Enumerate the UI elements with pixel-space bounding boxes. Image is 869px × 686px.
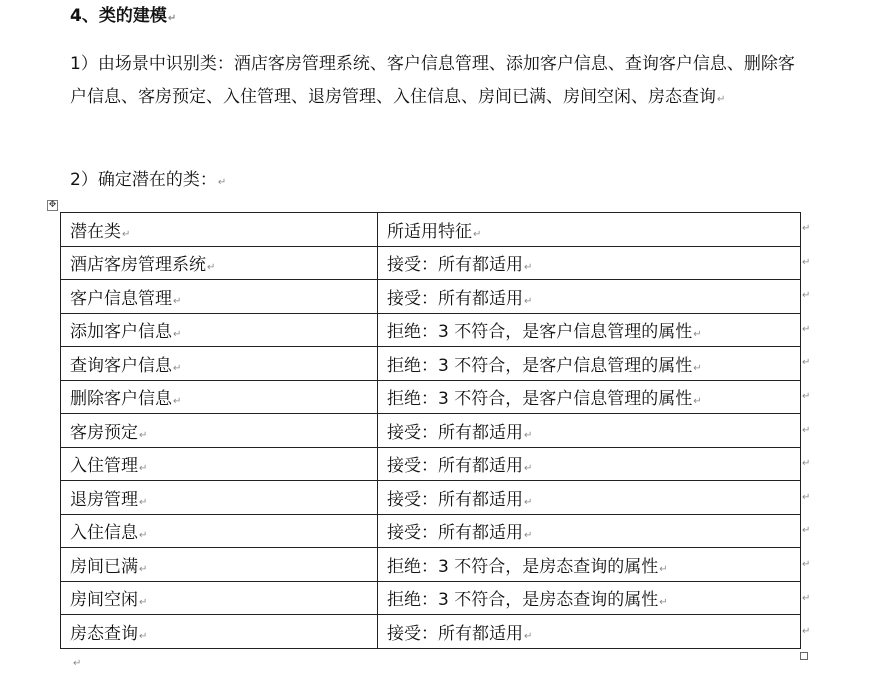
cell-feature[interactable]: [378, 313, 801, 347]
header-cell-class-text: 潜在类: [70, 221, 121, 242]
cell-class-name[interactable]: [61, 548, 378, 582]
cell-class-name-text: 退房管理: [70, 489, 138, 510]
cell-class-name[interactable]: [61, 347, 378, 381]
cell-end-mark: ↵: [659, 597, 668, 609]
row-end-mark: ↵: [802, 558, 811, 570]
cell-class-name-text: 客房预定: [70, 422, 138, 443]
cell-feature[interactable]: [378, 481, 801, 515]
row-end-mark: ↵: [802, 256, 811, 268]
cell-end-mark: ↵: [173, 329, 182, 341]
row-end-mark: ↵: [802, 357, 811, 369]
cell-feature[interactable]: [378, 548, 801, 582]
cell-end-mark: ↵: [173, 362, 182, 374]
cell-feature-text: 拒绝：3 不符合，是客户信息管理的属性: [387, 355, 693, 376]
table-row: [61, 414, 801, 448]
row-end-mark: ↵: [802, 290, 811, 302]
paragraph-text: 2）确定潜在的类：: [70, 170, 217, 190]
header-cell-feature[interactable]: [378, 213, 801, 247]
cell-end-mark: ↵: [524, 429, 533, 441]
table-resize-handle[interactable]: [800, 652, 808, 660]
cell-class-name[interactable]: [61, 380, 378, 414]
cell-feature[interactable]: [378, 514, 801, 548]
table-row: [61, 447, 801, 481]
cell-class-name-text: 房间已满: [70, 556, 138, 577]
cell-end-mark: ↵: [524, 496, 533, 508]
class-table: [60, 212, 801, 649]
cell-feature[interactable]: [378, 447, 801, 481]
cell-feature[interactable]: [378, 280, 801, 314]
trailing-paragraph-mark: ↵: [73, 658, 82, 669]
cell-class-name-text: 酒店客房管理系统: [70, 255, 206, 276]
cell-end-mark: ↵: [173, 396, 182, 408]
row-end-mark: ↵: [802, 592, 811, 604]
cell-end-mark: ↵: [693, 362, 702, 374]
cell-feature-text: 接受：所有都适用: [387, 456, 523, 477]
cell-end-mark: ↵: [139, 563, 148, 575]
cell-end-mark: ↵: [139, 597, 148, 609]
cell-end-mark: ↵: [139, 496, 148, 508]
row-end-mark: ↵: [802, 323, 811, 335]
header-cell-feature-text: 所适用特征: [387, 221, 472, 242]
row-end-marks: [801, 212, 815, 649]
row-end-mark: ↵: [802, 223, 811, 234]
cell-end-mark: ↵: [139, 463, 148, 475]
cell-end-mark: ↵: [139, 630, 148, 642]
cell-feature-text: 拒绝：3 不符合，是客户信息管理的属性: [387, 389, 693, 410]
cell-class-name[interactable]: [61, 581, 378, 615]
cell-end-mark: ↵: [173, 295, 182, 307]
table-row: [61, 380, 801, 414]
table-row: [61, 548, 801, 582]
table-header-row: [61, 213, 801, 247]
cell-class-name-text: 入住管理: [70, 456, 138, 477]
cell-feature-text: 接受：所有都适用: [387, 489, 523, 510]
cell-feature[interactable]: [378, 246, 801, 280]
paragraph-potential-classes: [70, 164, 800, 199]
section-heading-text: 4、类的建模: [70, 6, 167, 26]
cell-feature-text: 拒绝：3 不符合，是房态查询的属性: [387, 590, 659, 611]
cell-end-mark: ↵: [524, 295, 533, 307]
cell-feature[interactable]: [378, 414, 801, 448]
row-end-mark: ↵: [802, 424, 811, 436]
row-end-mark: ↵: [802, 626, 811, 638]
table-row: [61, 481, 801, 515]
paragraph-mark: ↵: [717, 94, 726, 105]
cell-feature-text: 接受：所有都适用: [387, 255, 523, 276]
cell-end-mark: ↵: [139, 530, 148, 542]
table-row: [61, 313, 801, 347]
paragraph-mark: ↵: [217, 177, 227, 188]
table-row: [61, 514, 801, 548]
cell-end-mark: ↵: [524, 530, 533, 542]
header-cell-class[interactable]: [61, 213, 378, 247]
cell-class-name[interactable]: [61, 280, 378, 314]
cell-feature[interactable]: [378, 581, 801, 615]
table-row: [61, 246, 801, 280]
cell-feature[interactable]: [378, 380, 801, 414]
cell-class-name[interactable]: [61, 246, 378, 280]
cell-end-mark: ↵: [524, 630, 533, 642]
table-row: [61, 615, 801, 649]
cell-end-mark: ↵: [659, 563, 668, 575]
cell-class-name-text: 查询客户信息: [70, 355, 172, 376]
cell-end-mark: ↵: [139, 429, 148, 441]
row-end-mark: ↵: [802, 458, 811, 470]
cell-class-name-text: 客户信息管理: [70, 288, 172, 309]
cell-feature-text: 拒绝：3 不符合，是房态查询的属性: [387, 556, 659, 577]
cell-class-name[interactable]: [61, 615, 378, 649]
table-move-handle-icon[interactable]: ✥: [48, 200, 57, 210]
cell-feature-text: 接受：所有都适用: [387, 422, 523, 443]
cell-feature-text: 拒绝：3 不符合，是客户信息管理的属性: [387, 322, 693, 343]
cell-end-mark: ↵: [473, 228, 482, 240]
cell-feature[interactable]: [378, 615, 801, 649]
cell-class-name-text: 房间空闲: [70, 590, 138, 611]
paragraph-text: 1）由场景中识别类：酒店客房管理系统、客户信息管理、添加客户信息、查询客户信息、删除客户信息、客房预定、入住管理、退房管理、入住信息、房间已满、房间空闲、房态查询: [70, 54, 795, 107]
cell-end-mark: ↵: [693, 329, 702, 341]
cell-feature-text: 接受：所有都适用: [387, 288, 523, 309]
cell-class-name[interactable]: [61, 447, 378, 481]
cell-class-name[interactable]: [61, 414, 378, 448]
row-end-mark: ↵: [802, 525, 811, 537]
cell-feature-text: 接受：所有都适用: [387, 523, 523, 544]
table-row: [61, 280, 801, 314]
section-heading: [70, 4, 176, 31]
cell-end-mark: ↵: [524, 262, 533, 274]
paragraph-mark: ↵: [167, 13, 177, 24]
cell-feature-text: 接受：所有都适用: [387, 623, 523, 644]
cell-end-mark: ↵: [207, 262, 216, 274]
cell-class-name-text: 房态查询: [70, 623, 138, 644]
cell-feature[interactable]: [378, 347, 801, 381]
paragraph-identify-classes: [70, 48, 800, 116]
cell-end-mark: ↵: [524, 463, 533, 475]
cell-end-mark: ↵: [693, 396, 702, 408]
cell-class-name-text: 删除客户信息: [70, 389, 172, 410]
cell-class-name-text: 添加客户信息: [70, 322, 172, 343]
cell-class-name-text: 入住信息: [70, 523, 138, 544]
table-row: [61, 347, 801, 381]
cell-class-name[interactable]: [61, 481, 378, 515]
cell-class-name[interactable]: [61, 313, 378, 347]
cell-class-name[interactable]: [61, 514, 378, 548]
row-end-mark: ↵: [802, 491, 811, 503]
table-row: [61, 581, 801, 615]
row-end-mark: ↵: [802, 390, 811, 402]
cell-end-mark: ↵: [122, 228, 131, 240]
